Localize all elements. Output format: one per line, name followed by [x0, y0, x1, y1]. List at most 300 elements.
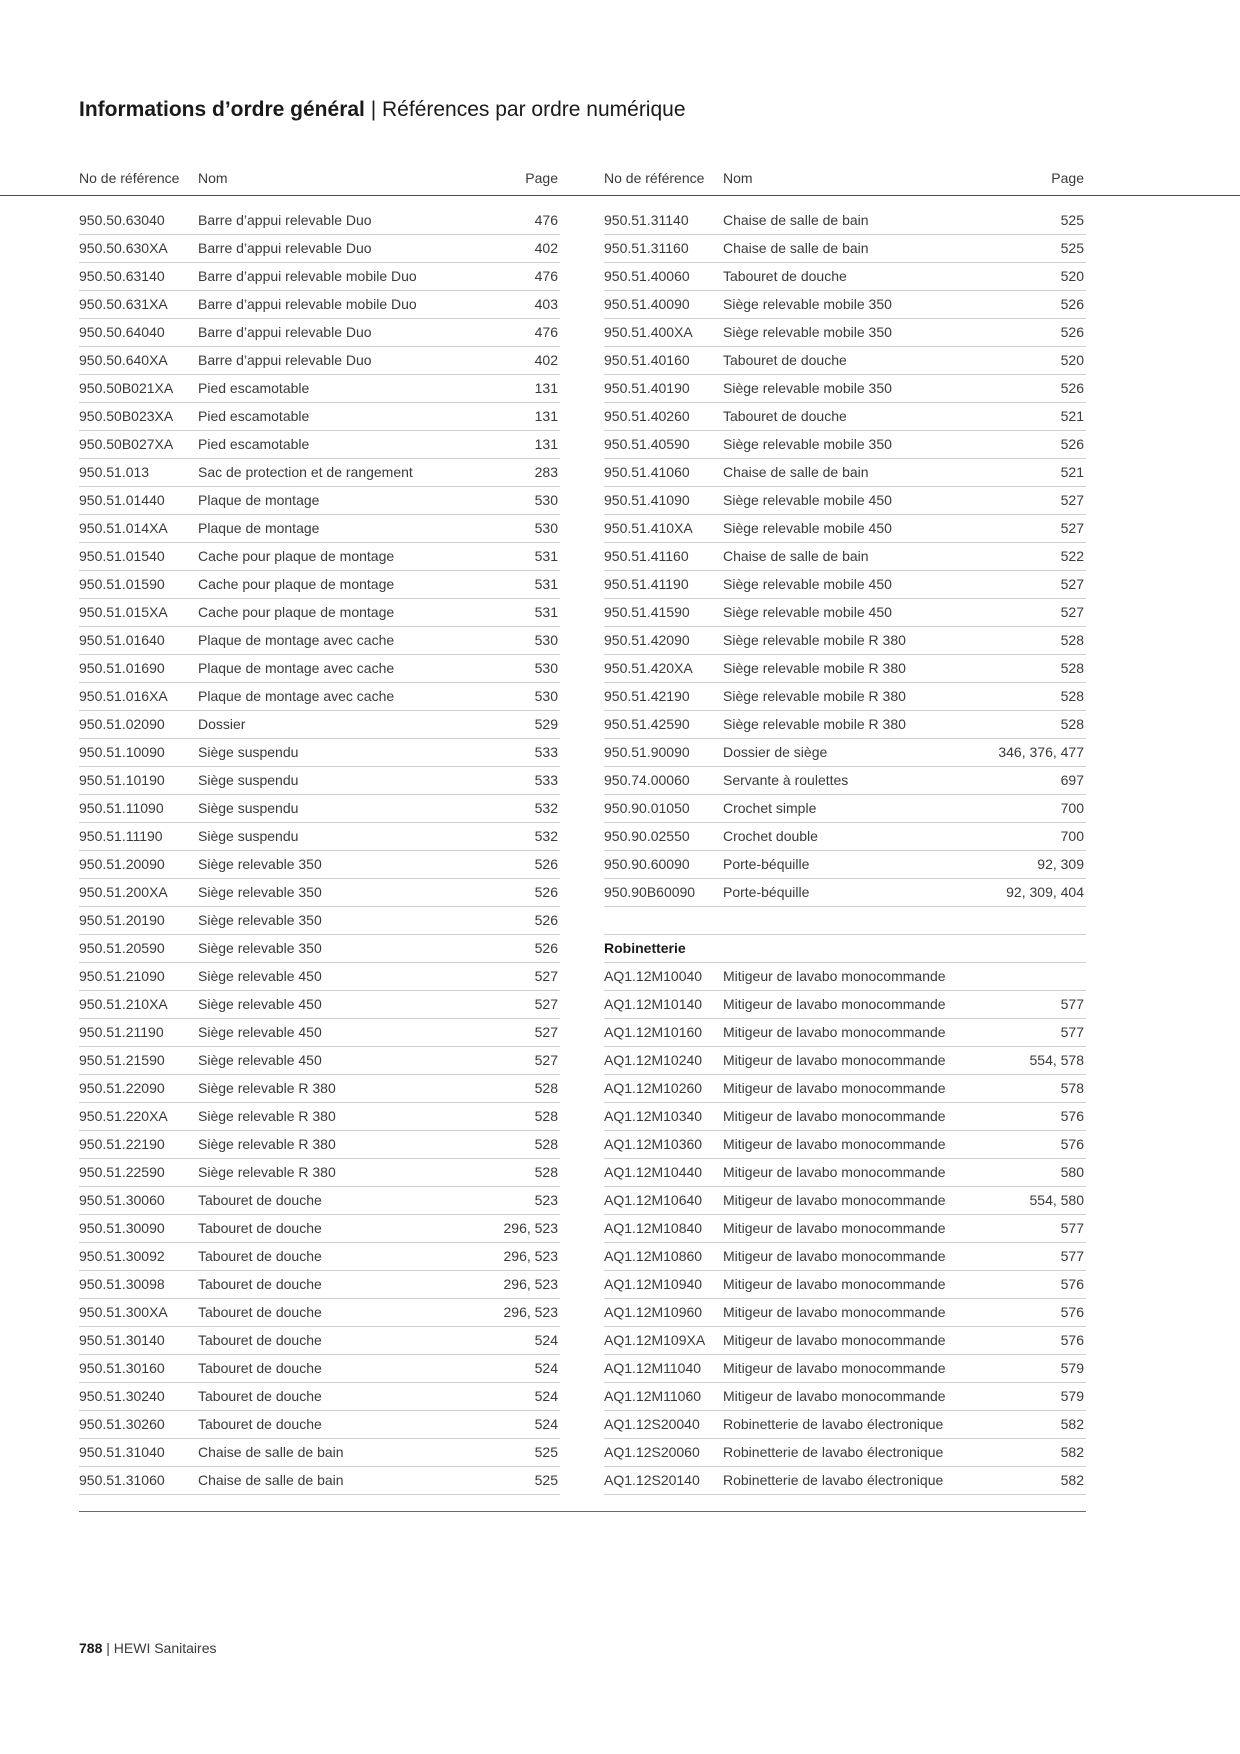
footer-separator: | — [102, 1640, 114, 1656]
page-reference: 530 — [534, 632, 558, 648]
table-row — [604, 319, 1086, 347]
table-row — [79, 1047, 560, 1075]
page-reference: 525 — [534, 1444, 558, 1460]
reference-number: 950.51.30060 — [79, 1192, 165, 1208]
table-row — [604, 1019, 1086, 1047]
reference-number: 950.51.40160 — [604, 352, 690, 368]
page-title-main: Informations d’ordre général — [79, 98, 365, 121]
table-row — [604, 571, 1086, 599]
table-row — [79, 1327, 560, 1355]
reference-number: AQ1.12M10860 — [604, 1248, 703, 1264]
table-row — [79, 207, 560, 235]
page-reference: 531 — [534, 604, 558, 620]
reference-number: AQ1.12M10140 — [604, 996, 703, 1012]
table-row — [604, 403, 1086, 431]
reference-number: 950.51.42190 — [604, 688, 690, 704]
reference-number: 950.51.40590 — [604, 436, 690, 452]
product-name: Mitigeur de lavabo monocommande — [723, 1360, 946, 1376]
page-reference: 528 — [534, 1108, 558, 1124]
table-row — [604, 431, 1086, 459]
table-row — [604, 879, 1086, 907]
page-reference: 296, 523 — [503, 1304, 558, 1320]
page-reference: 525 — [534, 1472, 558, 1488]
product-name: Tabouret de douche — [198, 1332, 322, 1348]
page-reference: 576 — [1060, 1136, 1084, 1152]
product-name: Tabouret de douche — [198, 1220, 322, 1236]
page-reference: 296, 523 — [503, 1220, 558, 1236]
reference-number: 950.51.11190 — [79, 828, 163, 844]
page-reference: 531 — [534, 576, 558, 592]
table-row — [604, 1131, 1086, 1159]
product-name: Chaise de salle de bain — [723, 240, 869, 256]
page-reference: 526 — [1060, 380, 1084, 396]
page-reference: 283 — [534, 464, 558, 480]
table-row — [79, 767, 560, 795]
reference-number: 950.51.20090 — [79, 856, 165, 872]
page-reference: 579 — [1060, 1360, 1084, 1376]
table-row — [604, 207, 1086, 235]
page-reference: 576 — [1060, 1304, 1084, 1320]
header-page: Page — [1051, 170, 1084, 186]
reference-number: 950.51.210XA — [79, 996, 168, 1012]
reference-number: 950.51.31160 — [604, 240, 689, 256]
product-name: Crochet simple — [723, 800, 817, 816]
product-name: Robinetterie de lavabo électronique — [723, 1444, 944, 1460]
reference-number: 950.51.40090 — [604, 296, 690, 312]
table-row — [79, 263, 560, 291]
reference-number: AQ1.12M10040 — [604, 968, 703, 984]
reference-number: AQ1.12S20060 — [604, 1444, 700, 1460]
table-row — [604, 795, 1086, 823]
product-name: Mitigeur de lavabo monocommande — [723, 1192, 946, 1208]
reference-number: AQ1.12M10360 — [604, 1136, 703, 1152]
table-row — [604, 1047, 1086, 1075]
page-reference: 522 — [1060, 548, 1084, 564]
product-name: Siège relevable 350 — [198, 884, 322, 900]
product-name: Chaise de salle de bain — [198, 1472, 344, 1488]
product-name: Plaque de montage avec cache — [198, 632, 395, 648]
table-row — [79, 291, 560, 319]
page-reference: 92, 309, 404 — [1006, 884, 1084, 900]
reference-number: 950.51.31060 — [79, 1472, 165, 1488]
reference-number: 950.51.22190 — [79, 1136, 165, 1152]
table-row — [79, 571, 560, 599]
page-reference: 527 — [534, 996, 558, 1012]
table-row — [79, 1243, 560, 1271]
table-row — [79, 851, 560, 879]
reference-number: 950.51.400XA — [604, 324, 693, 340]
table-row — [79, 1299, 560, 1327]
reference-number: 950.50.630XA — [79, 240, 168, 256]
product-name: Siège relevable mobile 350 — [723, 296, 892, 312]
table-row — [79, 739, 560, 767]
reference-number: 950.51.220XA — [79, 1108, 168, 1124]
page-reference: 524 — [534, 1388, 558, 1404]
table-row — [604, 1355, 1086, 1383]
section-heading: Robinetterie — [604, 940, 686, 956]
reference-number: 950.50B027XA — [79, 436, 174, 452]
page-reference: 530 — [534, 492, 558, 508]
table-row — [79, 1383, 560, 1411]
product-name: Mitigeur de lavabo monocommande — [723, 1080, 946, 1096]
product-name: Siège relevable 450 — [198, 968, 322, 984]
table-end-rule — [79, 1511, 1086, 1512]
table-row — [604, 1327, 1086, 1355]
reference-number: 950.51.40190 — [604, 380, 690, 396]
reference-number: 950.51.01540 — [79, 548, 165, 564]
page-reference: 524 — [534, 1416, 558, 1432]
product-name: Siège relevable R 380 — [198, 1108, 336, 1124]
page-reference: 578 — [1060, 1080, 1084, 1096]
product-name: Siège relevable 450 — [198, 1052, 322, 1068]
page-reference: 476 — [534, 268, 558, 284]
reference-number: 950.51.420XA — [604, 660, 693, 676]
table-row — [79, 1103, 560, 1131]
product-name: Siège relevable mobile R 380 — [723, 716, 906, 732]
product-name: Plaque de montage avec cache — [198, 660, 395, 676]
page-reference: 554, 578 — [1029, 1052, 1084, 1068]
product-name: Chaise de salle de bain — [723, 548, 869, 564]
right-reference-table — [604, 207, 1086, 1495]
reference-number: 950.51.30140 — [79, 1332, 165, 1348]
product-name: Siège relevable mobile 350 — [723, 324, 892, 340]
table-row — [604, 1075, 1086, 1103]
reference-number: 950.51.90090 — [604, 744, 690, 760]
page-reference: 403 — [534, 296, 558, 312]
reference-number: 950.90.01050 — [604, 800, 690, 816]
product-name: Dossier — [198, 716, 246, 732]
table-row — [79, 1215, 560, 1243]
product-name: Siège relevable mobile 450 — [723, 520, 892, 536]
product-name: Barre d’appui relevable mobile Duo — [198, 268, 417, 284]
page-reference: 528 — [534, 1080, 558, 1096]
reference-number: 950.51.01440 — [79, 492, 165, 508]
table-row — [79, 1467, 560, 1495]
section-heading-row — [604, 935, 1086, 963]
header-page: Page — [525, 170, 558, 186]
product-name: Tabouret de douche — [198, 1248, 322, 1264]
page-reference: 528 — [1060, 632, 1084, 648]
product-name: Porte-béquille — [723, 884, 810, 900]
product-name: Siège suspendu — [198, 828, 299, 844]
reference-number: 950.50.631XA — [79, 296, 168, 312]
reference-number: 950.51.410XA — [604, 520, 693, 536]
page-reference: 526 — [1060, 436, 1084, 452]
product-name: Barre d’appui relevable Duo — [198, 212, 372, 228]
product-name: Mitigeur de lavabo monocommande — [723, 1332, 946, 1348]
product-name: Tabouret de douche — [198, 1304, 322, 1320]
product-name: Tabouret de douche — [723, 352, 847, 368]
page-reference: 697 — [1060, 772, 1084, 788]
page-reference: 476 — [534, 324, 558, 340]
reference-number: 950.51.02090 — [79, 716, 165, 732]
reference-number: 950.51.41060 — [604, 464, 690, 480]
product-name: Barre d’appui relevable mobile Duo — [198, 296, 417, 312]
product-name: Pied escamotable — [198, 436, 310, 452]
table-row — [604, 907, 1086, 935]
reference-number: AQ1.12M11040 — [604, 1360, 702, 1376]
reference-number: 950.51.014XA — [79, 520, 168, 536]
table-row — [604, 347, 1086, 375]
page-reference: 525 — [1060, 240, 1084, 256]
product-name: Siège suspendu — [198, 744, 299, 760]
product-name: Siège relevable mobile R 380 — [723, 660, 906, 676]
table-row — [79, 879, 560, 907]
product-name: Robinetterie de lavabo électronique — [723, 1472, 944, 1488]
product-name: Siège relevable 350 — [198, 856, 322, 872]
product-name: Siège relevable mobile 350 — [723, 380, 892, 396]
reference-number: AQ1.12M10960 — [604, 1304, 703, 1320]
reference-number: 950.51.41590 — [604, 604, 690, 620]
reference-number: AQ1.12M11060 — [604, 1388, 702, 1404]
page-reference: 523 — [534, 1192, 558, 1208]
table-row — [79, 543, 560, 571]
table-row — [79, 1355, 560, 1383]
page-reference: 577 — [1060, 1248, 1084, 1264]
product-name: Crochet double — [723, 828, 818, 844]
header-name: Nom — [723, 170, 753, 186]
reference-number: 950.51.015XA — [79, 604, 168, 620]
reference-number: 950.51.31040 — [79, 1444, 165, 1460]
page-reference: 526 — [534, 940, 558, 956]
product-name: Dossier de siège — [723, 744, 828, 760]
page-reference: 533 — [534, 744, 558, 760]
table-row — [79, 1411, 560, 1439]
reference-number: AQ1.12M10240 — [604, 1052, 703, 1068]
left-column-headers — [79, 170, 560, 190]
page-reference: 579 — [1060, 1388, 1084, 1404]
product-name: Siège relevable R 380 — [198, 1080, 336, 1096]
product-name: Siège relevable mobile 450 — [723, 492, 892, 508]
page-reference: 582 — [1060, 1416, 1084, 1432]
reference-number: AQ1.12M10640 — [604, 1192, 703, 1208]
reference-number: AQ1.12M10260 — [604, 1080, 703, 1096]
page-reference: 527 — [1060, 604, 1084, 620]
reference-number: 950.51.20190 — [79, 912, 165, 928]
table-row — [604, 599, 1086, 627]
reference-number: 950.90.60090 — [604, 856, 690, 872]
product-name: Chaise de salle de bain — [198, 1444, 344, 1460]
reference-number: 950.50.63140 — [79, 268, 165, 284]
table-row — [79, 795, 560, 823]
product-name: Mitigeur de lavabo monocommande — [723, 1024, 946, 1040]
reference-number: 950.51.41160 — [604, 548, 689, 564]
table-row — [79, 403, 560, 431]
table-row — [79, 1439, 560, 1467]
table-row — [604, 683, 1086, 711]
page-reference: 524 — [534, 1360, 558, 1376]
table-row — [604, 291, 1086, 319]
reference-number: AQ1.12M10840 — [604, 1220, 703, 1236]
reference-number: 950.51.10190 — [79, 772, 165, 788]
table-row — [604, 823, 1086, 851]
page-reference: 527 — [534, 968, 558, 984]
reference-number: 950.51.22090 — [79, 1080, 165, 1096]
page-reference: 531 — [534, 548, 558, 564]
table-row — [79, 1075, 560, 1103]
table-row — [79, 1131, 560, 1159]
page-reference: 526 — [1060, 296, 1084, 312]
product-name: Mitigeur de lavabo monocommande — [723, 1164, 946, 1180]
page-reference: 476 — [534, 212, 558, 228]
product-name: Barre d’appui relevable Duo — [198, 240, 372, 256]
page-reference: 532 — [534, 828, 558, 844]
reference-number: 950.74.00060 — [604, 772, 690, 788]
table-row — [604, 235, 1086, 263]
table-row — [604, 739, 1086, 767]
table-row — [604, 627, 1086, 655]
product-name: Siège relevable mobile R 380 — [723, 632, 906, 648]
page-reference: 526 — [534, 856, 558, 872]
reference-number: 950.50.64040 — [79, 324, 165, 340]
page-reference: 576 — [1060, 1276, 1084, 1292]
page-reference: 582 — [1060, 1444, 1084, 1460]
page-reference: 525 — [1060, 212, 1084, 228]
product-name: Siège relevable mobile R 380 — [723, 688, 906, 704]
reference-number: 950.51.20590 — [79, 940, 165, 956]
product-name: Mitigeur de lavabo monocommande — [723, 1304, 946, 1320]
product-name: Mitigeur de lavabo monocommande — [723, 968, 946, 984]
reference-number: 950.50B021XA — [79, 380, 174, 396]
reference-number: 950.51.30260 — [79, 1416, 165, 1432]
product-name: Tabouret de douche — [198, 1416, 322, 1432]
product-name: Plaque de montage avec cache — [198, 688, 395, 704]
page-reference: 528 — [1060, 660, 1084, 676]
table-row — [604, 963, 1086, 991]
product-name: Chaise de salle de bain — [723, 212, 869, 228]
table-row — [79, 599, 560, 627]
page-reference: 131 — [534, 436, 558, 452]
reference-number: 950.51.42590 — [604, 716, 690, 732]
right-column-headers — [604, 170, 1086, 190]
table-row — [604, 1243, 1086, 1271]
reference-number: 950.51.40060 — [604, 268, 690, 284]
table-row — [604, 991, 1086, 1019]
table-row — [604, 655, 1086, 683]
product-name: Mitigeur de lavabo monocommande — [723, 1388, 946, 1404]
product-name: Cache pour plaque de montage — [198, 604, 395, 620]
page-reference: 296, 523 — [503, 1276, 558, 1292]
table-row — [604, 1103, 1086, 1131]
product-name: Plaque de montage — [198, 520, 320, 536]
reference-number: 950.51.21190 — [79, 1024, 164, 1040]
product-name: Siège relevable mobile 350 — [723, 436, 892, 452]
table-row — [604, 767, 1086, 795]
product-name: Mitigeur de lavabo monocommande — [723, 1248, 946, 1264]
product-name: Mitigeur de lavabo monocommande — [723, 1276, 946, 1292]
table-row — [604, 1439, 1086, 1467]
product-name: Tabouret de douche — [198, 1360, 322, 1376]
page-reference: 582 — [1060, 1472, 1084, 1488]
page-reference: 521 — [1060, 408, 1084, 424]
reference-number: 950.51.11090 — [79, 800, 164, 816]
table-row — [604, 1159, 1086, 1187]
page-reference: 526 — [1060, 324, 1084, 340]
reference-number: 950.51.016XA — [79, 688, 168, 704]
reference-number: 950.50.640XA — [79, 352, 168, 368]
page-number: 788 — [79, 1640, 103, 1656]
page-subtitle: Références par ordre numérique — [382, 98, 686, 121]
page-reference: 402 — [534, 352, 558, 368]
reference-number: 950.50B023XA — [79, 408, 174, 424]
page-reference: 346, 376, 477 — [998, 744, 1084, 760]
table-row — [604, 487, 1086, 515]
reference-number: 950.51.30090 — [79, 1220, 165, 1236]
reference-number: 950.51.21090 — [79, 968, 165, 984]
reference-number: 950.51.21590 — [79, 1052, 165, 1068]
table-row — [79, 991, 560, 1019]
table-row — [79, 1159, 560, 1187]
table-row — [604, 375, 1086, 403]
table-row — [79, 487, 560, 515]
product-name: Siège suspendu — [198, 800, 299, 816]
table-row — [79, 683, 560, 711]
table-row — [604, 515, 1086, 543]
product-name: Siège relevable R 380 — [198, 1136, 336, 1152]
publication-name: HEWI Sanitaires — [113, 1640, 217, 1656]
product-name: Barre d’appui relevable Duo — [198, 352, 372, 368]
page-reference: 528 — [534, 1136, 558, 1152]
page-reference: 92, 309 — [1037, 856, 1084, 872]
product-name: Cache pour plaque de montage — [198, 576, 395, 592]
table-row — [79, 459, 560, 487]
page-reference: 700 — [1060, 800, 1084, 816]
product-name: Tabouret de douche — [723, 408, 847, 424]
page-reference: 131 — [534, 408, 558, 424]
page-reference: 131 — [534, 380, 558, 396]
reference-number: 950.51.41090 — [604, 492, 690, 508]
reference-number: 950.50.63040 — [79, 212, 165, 228]
reference-number: 950.90B60090 — [604, 884, 696, 900]
reference-number: AQ1.12M10340 — [604, 1108, 703, 1124]
table-row — [79, 235, 560, 263]
product-name: Siège relevable 350 — [198, 940, 322, 956]
reference-number: 950.51.40260 — [604, 408, 690, 424]
page-reference: 527 — [1060, 576, 1084, 592]
table-row — [79, 711, 560, 739]
left-reference-table — [79, 207, 560, 1495]
page-reference: 524 — [534, 1332, 558, 1348]
table-row — [79, 319, 560, 347]
product-name: Siège relevable mobile 450 — [723, 576, 892, 592]
table-row — [604, 1411, 1086, 1439]
page-reference: 520 — [1060, 352, 1084, 368]
table-row — [604, 459, 1086, 487]
product-name: Mitigeur de lavabo monocommande — [723, 1108, 946, 1124]
product-name: Robinetterie de lavabo électronique — [723, 1416, 944, 1432]
reference-number: 950.51.42090 — [604, 632, 690, 648]
header-ref: No de référence — [79, 170, 180, 186]
page-reference: 576 — [1060, 1332, 1084, 1348]
reference-number: 950.51.013 — [79, 464, 150, 480]
table-row — [604, 1271, 1086, 1299]
page-reference: 527 — [534, 1024, 558, 1040]
page-reference: 527 — [534, 1052, 558, 1068]
page-reference: 576 — [1060, 1108, 1084, 1124]
product-name: Siège relevable 450 — [198, 1024, 322, 1040]
product-name: Mitigeur de lavabo monocommande — [723, 1052, 946, 1068]
product-name: Mitigeur de lavabo monocommande — [723, 1136, 946, 1152]
product-name: Siège suspendu — [198, 772, 299, 788]
reference-number: 950.51.30160 — [79, 1360, 165, 1376]
page-reference: 533 — [534, 772, 558, 788]
page-reference: 530 — [534, 688, 558, 704]
page-reference: 520 — [1060, 268, 1084, 284]
product-name: Barre d’appui relevable Duo — [198, 324, 372, 340]
product-name: Chaise de salle de bain — [723, 464, 869, 480]
product-name: Plaque de montage — [198, 492, 320, 508]
reference-number: 950.51.200XA — [79, 884, 168, 900]
